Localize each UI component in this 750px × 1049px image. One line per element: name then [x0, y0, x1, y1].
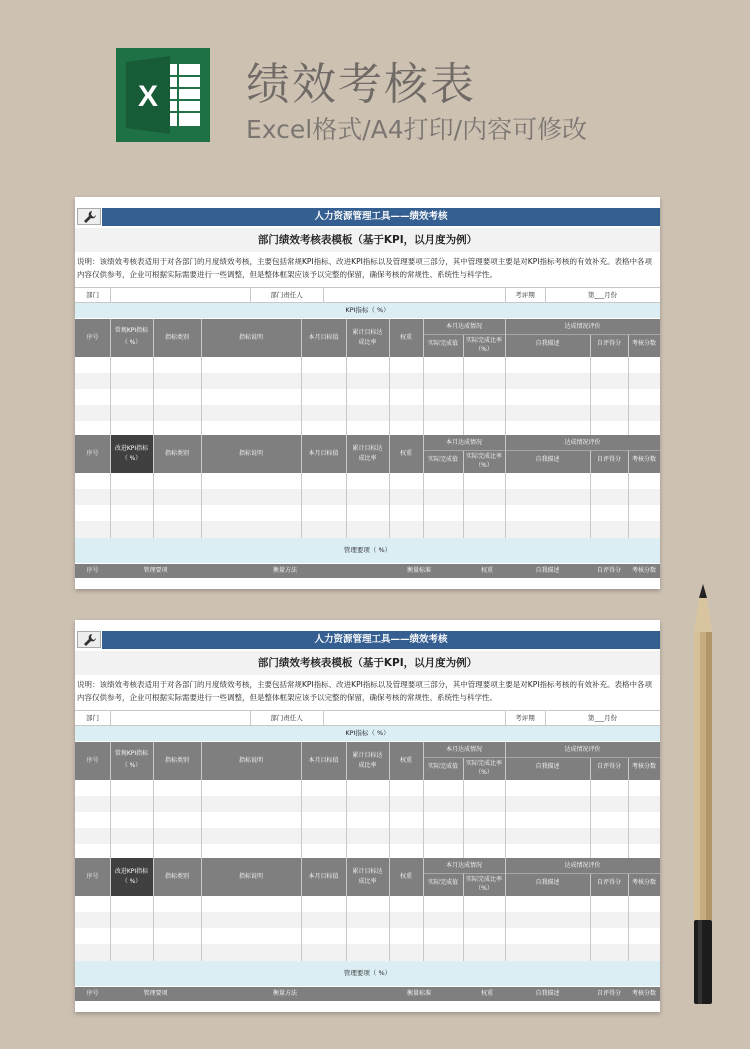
- col-cumulative: 累计目标达: [352, 329, 383, 336]
- sheet-subhead: 部门绩效考核表模板（基于KPI，以月度为例）: [75, 228, 660, 252]
- mgmt-col-review-score: 考核分数: [631, 567, 656, 574]
- col-actual: 实际完成值: [427, 340, 458, 347]
- regular-kpi-header: 序号 常规KPI指标 （ %） 指标类别 指标说明 本月目标值 累计目标达 成比率 权重 本月达成情况 实际完成值 实际完成比率 （%） 达成情况评价 自我描述 自评得分 考核分数: [75, 742, 660, 780]
- improve-kpi-header: 序号 改进KPI指标 （ %） 指标类别 指标说明 本月目标值 累计目标达 成比率 权重 本月达成情况 实际完成值 实际完成比率 （%） 达成情况评价 自我描述 自评得分 考核分数: [75, 858, 660, 896]
- col-month-status: 本月达成情况: [445, 323, 482, 330]
- kpi-section-title: KPI指标（ %）: [75, 726, 660, 741]
- sheet-preview-1: [75, 197, 660, 589]
- dept-label: 部门: [86, 714, 99, 722]
- sheet-note: 说明：该绩效考核表适用于对各部门的月度绩效考核，主要包括常规KPI指标、改进KPI指标以及管理要项三部分，其中管理要项主要是对KPI指标考核的有效补充。表格中各项内容仅供参考，企业可根据实际需要进行一些调整，但是整体框架应该予以完整的保留，确保考核的常规性、系统性与科学性。: [77, 257, 652, 279]
- kpi-section-title: KPI指标（ %）: [75, 303, 660, 318]
- col-review-score: 考核分数: [631, 340, 656, 347]
- mgmt-col-weight: 权重: [480, 567, 493, 574]
- period-label: 考评期: [515, 714, 535, 722]
- col-self-desc: 自我描述: [535, 340, 560, 347]
- month-label: 第___月份: [587, 714, 618, 722]
- col-seq: 序号: [86, 334, 99, 341]
- sheet-banner: 人力资源管理工具——绩效考核: [102, 631, 660, 649]
- improve-kpi-header: 序号 改进KPI指标 （ %） 指标类别 指标说明 本月目标值 累计目标达 成比率 权重 本月达成情况 实际完成值 实际完成比率 （%） 达成情况评价 自我描述 自评得分 考核分数: [75, 435, 660, 473]
- col-target: 本月目标值: [308, 334, 339, 341]
- month-label: 第___月份: [587, 291, 618, 299]
- page-subtitle: Excel格式/A4打印/内容可修改: [246, 115, 588, 144]
- dept-head-label: 部门责任人: [270, 291, 303, 299]
- wrench-icon[interactable]: [77, 631, 101, 648]
- page-title: 绩效考核表: [246, 59, 476, 110]
- sheet-note: 说明：该绩效考核表适用于对各部门的月度绩效考核，主要包括常规KPI指标、改进KPI指标以及管理要项三部分，其中管理要项主要是对KPI指标考核的有效补充。表格中各项内容仅供参考，企业可根据实际需要进行一些调整，但是整体框架应该予以完整的保留，确保考核的常规性、系统性与科学性。: [77, 680, 652, 702]
- mgmt-col-seq: 序号: [86, 567, 99, 574]
- management-section-title: 管理要项（ %）: [75, 961, 660, 986]
- management-header: [75, 564, 660, 578]
- regular-kpi-header: 序号 常规KPI指标 （ %） 指标类别 指标说明 本月目标值 累计目标达 成比率 权重 本月达成情况 实际完成值 实际完成比率 （%） 达成情况评价 自我描述 自评得分 考核分数: [75, 319, 660, 357]
- mgmt-col-self-score: 自评得分: [596, 567, 621, 574]
- col-eval: 达成情况评价: [564, 323, 601, 330]
- excel-logo-icon: [116, 48, 210, 142]
- mgmt-col-self-desc: 自我描述: [535, 567, 560, 574]
- sheet-banner: 人力资源管理工具——绩效考核: [102, 208, 660, 226]
- sheet-preview-2: [75, 620, 660, 1012]
- col-category: 指标类别: [164, 334, 189, 341]
- col-self-score: 自评得分: [596, 340, 621, 347]
- sheet-subhead: 部门绩效考核表模板（基于KPI，以月度为例）: [75, 651, 660, 675]
- pencil-icon: [690, 584, 716, 1004]
- mgmt-col-standard: 衡量标准: [406, 567, 431, 574]
- col-regular-kpi: 常规KPI指标: [114, 327, 149, 334]
- col-desc: 指标说明: [238, 334, 263, 341]
- col-improve-kpi: 改进KPI指标: [114, 445, 149, 452]
- dept-head-label: 部门责任人: [270, 714, 303, 722]
- mgmt-col-item: 管理要项: [143, 567, 168, 574]
- logo-letter: X: [137, 80, 159, 113]
- mgmt-col-method: 衡量方法: [272, 567, 297, 574]
- management-header: 序号 管理要项 衡量方法 衡量标准 权重 自我描述 自评得分 考核分数: [75, 987, 660, 1001]
- wrench-icon[interactable]: [77, 208, 101, 225]
- col-weight: 权重: [399, 334, 412, 341]
- period-label: 考评期: [515, 291, 535, 299]
- dept-label: 部门: [86, 291, 99, 299]
- management-section-title: 管理要项（ %）: [75, 538, 660, 563]
- col-rate: 实际完成比率: [465, 337, 502, 344]
